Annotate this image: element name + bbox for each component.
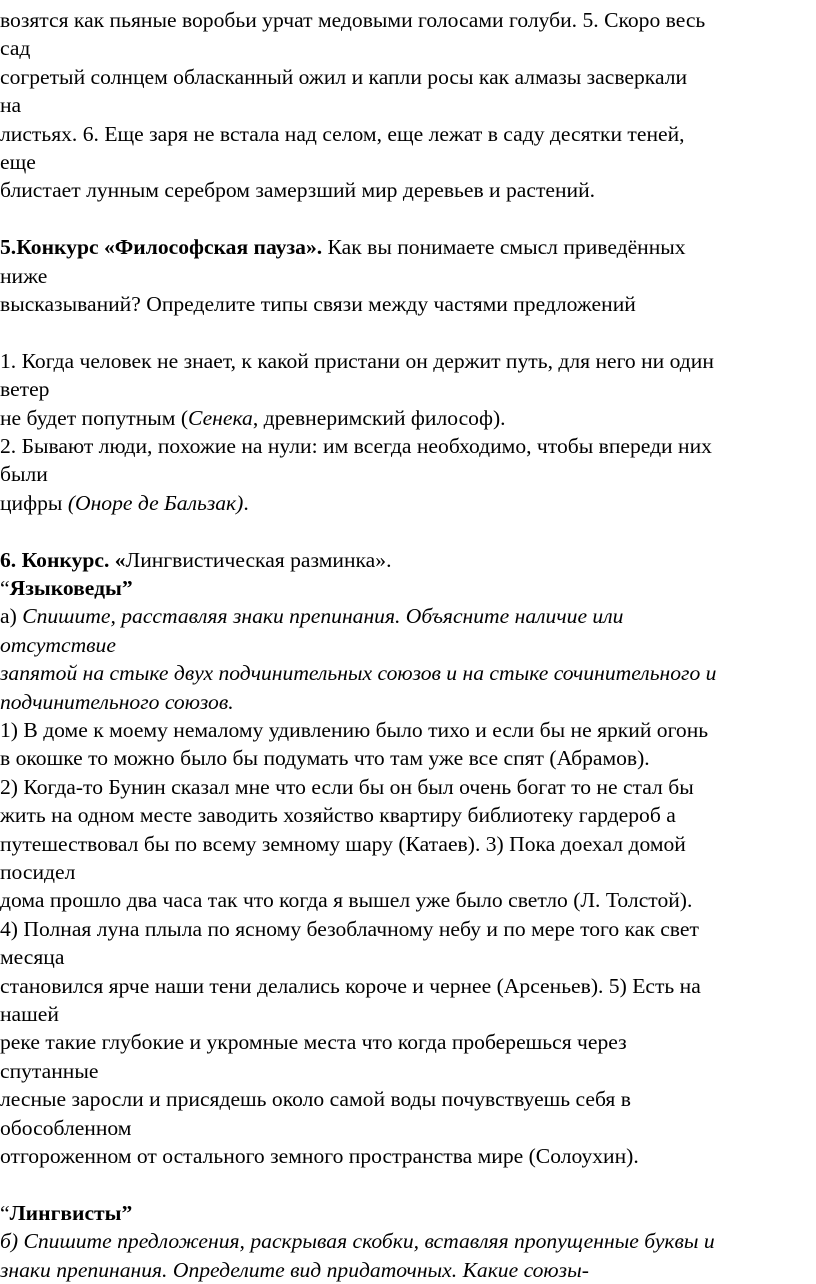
text-line	[0, 574, 133, 602]
text-run: 2) Когда-то Бунин сказал мне что если бы он был очень богат то не стал бы	[0, 774, 694, 799]
text-run: а)	[0, 604, 23, 629]
text-run: путешествовал бы по всему земному шару (Катаев). 3) Пока доехал домой	[0, 831, 686, 856]
text-line	[0, 943, 64, 971]
text-line	[0, 1227, 715, 1255]
text-line	[0, 1199, 132, 1227]
text-run: обособленном	[0, 1115, 132, 1140]
text-run: в окошке то можно было бы подумать что там уже все спят (Абрамов).	[0, 746, 650, 771]
text-run: .	[243, 490, 249, 515]
text-run: блистает лунным серебром замерзший мир деревьев и растений.	[0, 178, 596, 203]
text-run: ветер	[0, 377, 50, 402]
text-line	[0, 659, 716, 687]
text-run: лесные заросли и присядешь около самой воды почувствуешь себя в	[0, 1087, 631, 1112]
italic-text: б) Спишите предложения, раскрывая скобки, вставляя пропущенные буквы и	[0, 1229, 715, 1254]
text-line	[0, 1114, 131, 1142]
text-line	[0, 773, 694, 801]
text-run: 2. Бывают люди, похожие на нули: им всегда необходимо, чтобы впереди них	[0, 434, 712, 458]
bold-text: 5.Конкурс «Философская пауза».	[0, 235, 323, 260]
text-run: цифры	[0, 490, 68, 515]
italic-text: знаки препинания. Определите вид придаточных. Какие союзы-	[0, 1257, 589, 1282]
text-run: были	[0, 462, 48, 487]
text-run: листьях. 6. Еще заря не встала над селом, еще лежат в саду десятки теней,	[0, 121, 685, 146]
text-line	[0, 1057, 98, 1085]
text-line	[0, 489, 249, 517]
text-line	[0, 830, 686, 858]
text-run: Лингвистическая разминка».	[125, 547, 392, 572]
text-run: на	[0, 93, 22, 118]
italic-text: подчинительного союзов.	[0, 689, 234, 714]
text-run: 1. Когда человек не знает, к какой пристани он держит путь, для него ни один	[0, 348, 714, 373]
text-line	[0, 176, 595, 204]
text-line	[0, 63, 687, 91]
text-run: Как вы понимаете смысл приведённых	[322, 235, 686, 260]
text-run: 4) Полная луна плыла по ясному безоблачному небу и по мере того как свет	[0, 916, 699, 941]
text-line	[0, 972, 701, 1000]
text-run: дома прошло два часа так что когда я вышел уже было светло (Л. Толстой).	[0, 888, 693, 913]
text-line	[0, 6, 705, 34]
text-run: еще	[0, 150, 36, 174]
text-run: согретый солнцем обласканный ожил и капли росы как алмазы засверкали	[0, 64, 688, 89]
italic-text: отсутствие	[0, 632, 116, 657]
text-run: ниже	[0, 263, 48, 288]
text-line	[0, 262, 47, 290]
bold-text: 6. Конкурс. «	[0, 547, 126, 572]
text-line	[0, 404, 506, 432]
bold-text: Лингвисты”	[9, 1200, 133, 1225]
text-line	[0, 886, 692, 914]
text-line	[0, 1000, 59, 1028]
text-line	[0, 1085, 631, 1113]
text-line	[0, 120, 685, 148]
text-line	[0, 1256, 589, 1284]
text-run: “	[0, 576, 10, 600]
text-line	[0, 631, 116, 659]
text-line	[0, 1028, 627, 1056]
text-line	[0, 91, 21, 119]
text-line	[0, 347, 714, 375]
text-run: посидел	[0, 860, 76, 884]
text-line	[0, 801, 676, 829]
text-run: отгороженном от остального земного пространства мире (Солоухин).	[0, 1144, 639, 1168]
text-run: “	[0, 1200, 10, 1225]
text-line	[0, 1142, 639, 1170]
text-run: 1) В доме к моему немалому удивлению было тихо и если бы не яркий огонь	[0, 718, 709, 742]
text-run: высказываний? Определите типы связи между частями предложений	[0, 292, 636, 316]
text-run: , древнеримский философ).	[252, 405, 506, 430]
text-line	[0, 375, 49, 403]
italic-text: Сенека	[188, 405, 253, 430]
text-run: жить на одном месте заводить хозяйство квартиру библиотеку гардероб а	[0, 803, 676, 828]
text-run: нашей	[0, 1002, 59, 1026]
text-line	[0, 546, 391, 574]
text-run: возятся как пьяные воробьи урчат медовыми голосами голуби. 5. Скоро весь	[0, 8, 706, 32]
text-line	[0, 858, 75, 886]
text-run: сад	[0, 36, 31, 61]
text-run: становился ярче наши тени делались короче и чернее (Арсеньев). 5) Есть на	[0, 973, 701, 998]
text-run: реке такие глубокие и укромные места что когда проберешься через	[0, 1030, 627, 1055]
bold-text: Языковеды”	[9, 576, 133, 600]
text-line	[0, 915, 699, 943]
text-run: месяца	[0, 945, 65, 970]
text-line	[0, 290, 636, 318]
text-line	[0, 716, 708, 744]
text-run: не будет попутным (	[0, 405, 189, 430]
text-line	[0, 34, 30, 62]
text-line	[0, 233, 686, 261]
text-run: спутанные	[0, 1058, 99, 1083]
italic-text: Спишите, расставляя знаки препинания. Объясните наличие или	[22, 604, 624, 629]
text-line	[0, 744, 650, 772]
text-line	[0, 460, 48, 488]
text-line	[0, 148, 36, 176]
text-line	[0, 432, 712, 460]
italic-text: (Оноре де Бальзак)	[67, 490, 244, 515]
italic-text: запятой на стыке двух подчинительных союзов и на стыке сочинительного и	[0, 661, 717, 686]
text-line	[0, 688, 234, 716]
text-line	[0, 602, 623, 630]
